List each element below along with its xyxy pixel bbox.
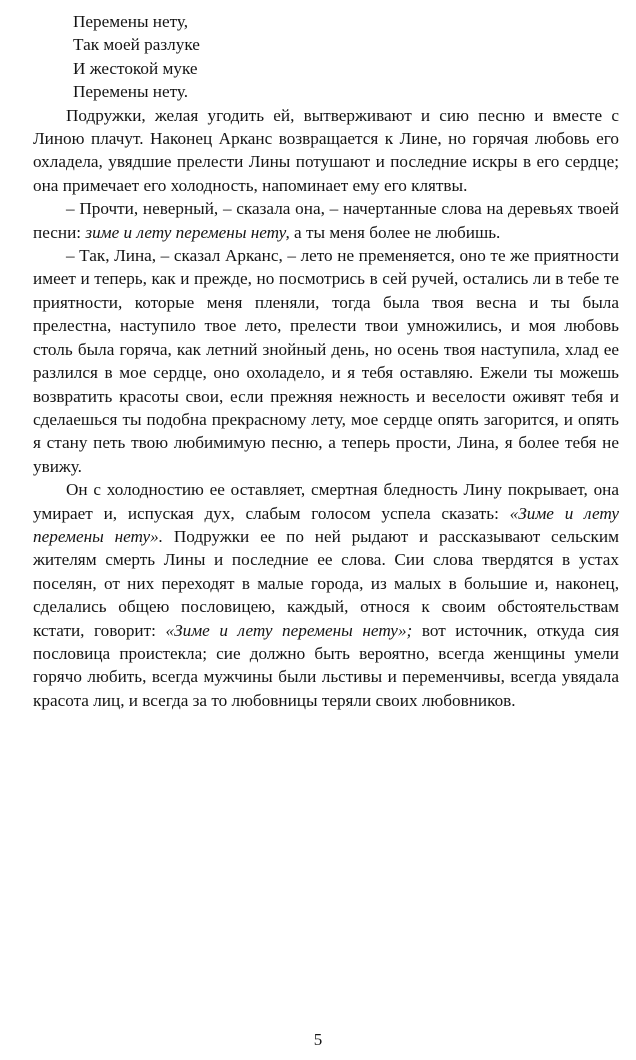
paragraph-text: – Так, Лина, – сказал Арканс, – лето не пременяется, оно те же приятности имеет и теперь, как и прежде, но посмотрись в сей ручей, остались ли в тебе те приятности, которые меня пленяли, тогда была твоя весна и ты была прелестна, наступило твое лето, прелести твои умножились, и моя любовь столь была горяча, как летний знойный день, но осень твоя наступила, хлад ее разлился в мое сердце, оно охоладело, и я тебя оставляю. Ежели ты можешь возвратить красоты свои, если прежняя нежность и веселости оживят тебя и сделаешься ты подобна прекрасному лету, мое сердце опять загорится, и опять я стану петь твою любимимую песню, а теперь прости, Лина, я более тебя не увижу. bbox=[33, 246, 619, 476]
verse-line: Перемены нету, bbox=[73, 12, 189, 31]
paragraph bbox=[33, 478, 619, 712]
paragraph-text: Подружки, желая угодить ей, вытверживают и сию песню и вместе с Линою плачут. Наконец Арканс возвращается к Лине, но горячая любовь его охладела, увядшие прелести Лины потушают и последние искры в его сердце; она примечает его холодность, напоминает ему его клятвы. bbox=[33, 105, 619, 195]
verse-line: Так моей разлуке bbox=[73, 35, 200, 55]
paragraph-text: а ты меня более не любишь. bbox=[289, 222, 501, 242]
paragraph bbox=[33, 104, 619, 198]
paragraph-text: Подружки ее по ней рыдают и рассказывают сельским жителям смерть Лины и последние ее слова. Сии слова твердятся в устах поселян, от них переходят в малые города, из малых в большие и, наконец, сделались общею пословицею, каждый, относя к своим обстоятельствам кстати, говорит: bbox=[33, 526, 619, 640]
verse-line: И жестокой муке bbox=[73, 58, 198, 78]
paragraph-quote-italic: «Зиме и лету перемены нету». bbox=[33, 503, 619, 546]
paragraph bbox=[33, 197, 619, 244]
paragraph bbox=[33, 244, 619, 478]
page-text bbox=[33, 10, 619, 712]
paragraph-text: – Прочти, неверный, – сказала она, – начертанные слова на деревьях твоей песни: bbox=[33, 199, 619, 242]
verse-line: Перемены нету. bbox=[73, 82, 189, 102]
paragraph-quote-italic: «Зиме и лету перемены нету»; bbox=[165, 620, 413, 640]
paragraph-text: Он с холодностию ее оставляет, смертная бледность Лину покрывает, она умирает и, испуская дух, слабым голосом успела сказать: bbox=[33, 480, 619, 523]
paragraph-quote-italic: зиме и лету перемены нету, bbox=[85, 222, 290, 242]
verse-stanza bbox=[73, 10, 619, 104]
paragraph-text: вот источник, откуда сия пословица проистекла; сие должно быть вероятно, всегда женщины умели горячо любить, всегда мужчины были льстивы и переменчивы, всегда увядала красота лиц, и всегда за то любовницы теряли своих любовников. bbox=[33, 620, 619, 710]
page-number: 5 bbox=[313, 1030, 323, 1049]
